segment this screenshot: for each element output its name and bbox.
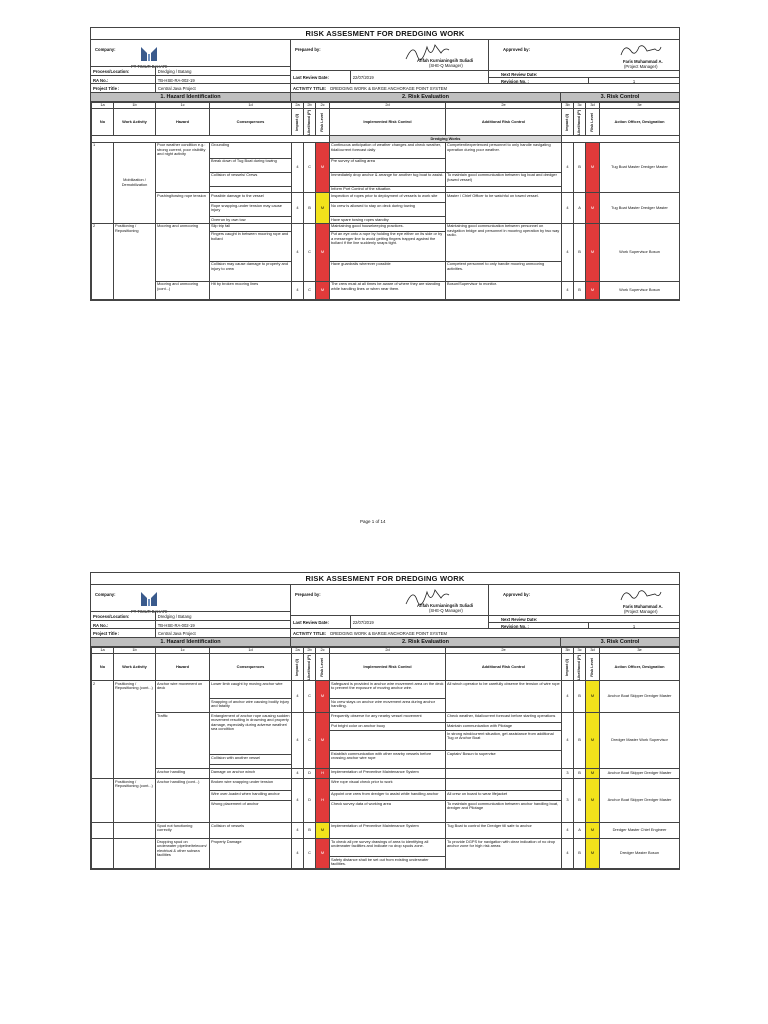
table-cell: 4 (562, 223, 574, 281)
table-row (92, 193, 680, 203)
table-row (92, 779, 680, 791)
table-cell: Anchor Boat Skipper Dredger Master (600, 769, 680, 779)
header-block: Company: PT TIMUR BAHARI Process/Location: Dredging / Batang RA No.: TB-HSE-RA-002-19 Prepared by: Afifah Kurnianingsih Suliadi (SHE-Q Manager) Last Review Date: 22/07/2019 Approved by: Faris Muhammad A. (Project Manager) Next Review Date: Revision No. : 1 (91, 585, 679, 629)
table-cell: Inform Port Control of the situation. (330, 186, 446, 192)
company-cell: Company: PT TIMUR BAHARI Process/Location: Dredging / Batang RA No.: TB-HSE-RA-002-19 (91, 40, 291, 83)
table-cell: C (304, 281, 316, 299)
table-cell (92, 839, 114, 869)
table-cell: 3 (562, 769, 574, 779)
document-title: RISK ASSESMENT FOR DREDGING WORK (91, 573, 679, 585)
table-cell: M (586, 823, 600, 839)
company-logo (139, 45, 159, 63)
table-row (92, 839, 680, 857)
table-cell: Likelihood (P) (304, 654, 316, 681)
table-cell: B (574, 779, 586, 823)
table-cell: 2b (304, 648, 316, 654)
table-cell: 3c (574, 103, 586, 109)
header-block (91, 40, 679, 84)
table-cell: Possible damage to the vessel (210, 193, 292, 203)
table-row (92, 713, 680, 723)
table-cell: Frequently observe for any nearby vessel movement (330, 713, 446, 723)
table-cell: Check survey data of working area (330, 801, 446, 823)
table-cell: Risk Level (316, 654, 330, 681)
table-cell: Put an eye onto a rope by holding the eye either on its side or by a messenger line to avoid getting fingers trapped against the bollard if the line suddenly snaps tight. (330, 231, 446, 261)
table-cell: 2 (92, 681, 114, 779)
company-logo (139, 590, 159, 608)
table-cell: H (316, 779, 330, 823)
table-cell: Mooring and unmooring (cont...) (156, 281, 210, 299)
table-cell: No (92, 109, 114, 136)
section-headers: 1. Hazard Identification 2. Risk Evaluation 3. Risk Control (91, 93, 679, 102)
table-cell: Damage on anchor winch (210, 769, 292, 779)
table-cell: M (316, 281, 330, 299)
table-cell: 4 (292, 223, 304, 281)
table-cell: C (304, 223, 316, 281)
table-cell: Risk Level (316, 109, 330, 136)
table-cell: Safety distance shall be set out from existing underwater facilities. (330, 857, 446, 869)
table-cell: Grounding (210, 142, 292, 158)
table-cell: Poor weather condition e.g.: strong current, poor visibility and night activity (156, 142, 210, 192)
table-cell: Likelihood (P) (574, 109, 586, 136)
table-cell: Have spare towing ropes standby (330, 217, 446, 223)
table-cell: 4 (562, 823, 574, 839)
table-cell: Action Officer, Designation (600, 654, 680, 681)
table-cell: Bosun/Supervisor to monitor. (446, 281, 562, 299)
table-cell: Hit by broken mooring lines (210, 281, 292, 299)
table-cell: Work Activity (114, 109, 156, 136)
table-cell: 4 (292, 769, 304, 779)
table-cell: Hazard (156, 109, 210, 136)
table-cell: Wrong placement of anchor (210, 801, 292, 823)
table-cell: Master / Chief Officer to be watchful on towed vessel. (446, 193, 562, 223)
table-cell: Likelihood (P) (304, 109, 316, 136)
table-cell: 2 (92, 223, 114, 299)
table-cell: Collision may cause damage to property and injury to crew (210, 261, 292, 281)
table-cell: M (316, 142, 330, 192)
table-cell: Slip trip fall (210, 223, 292, 231)
table-cell: M (586, 142, 600, 192)
table-cell: 1b (114, 648, 156, 654)
column-header-row (92, 109, 680, 136)
risk-table-page-2 (91, 647, 680, 869)
table-cell (446, 779, 562, 791)
table-cell: Mooring and unmooring (156, 223, 210, 281)
company-name: PT TIMUR BAHARI (131, 64, 168, 69)
table-cell: Additional Risk Control (446, 654, 562, 681)
table-cell: Hazard (156, 654, 210, 681)
table-cell: Consequences (210, 109, 292, 136)
table-cell: Dropping spud on underwater pipeline/telecom/ electrical & other subsea facilities (156, 839, 210, 869)
table-cell: B (574, 713, 586, 769)
table-cell (446, 769, 562, 779)
table-cell: C (304, 839, 316, 869)
risk-table-page-1 (91, 102, 680, 300)
table-cell: 2a (292, 648, 304, 654)
table-cell: H (316, 769, 330, 779)
table-row (92, 823, 680, 839)
table-cell: A (574, 193, 586, 223)
approved-cell: Approved by: Faris Muhammad A. (Project Manager) Next Review Date: Revision No. : 1 (489, 40, 679, 83)
table-cell: Safeguard is provided in anchor wire movement area on the deck to prevent the exposure of moving anchor wire. (330, 681, 446, 699)
table-cell (114, 839, 156, 869)
table-cell: Risk Level (586, 109, 600, 136)
table-cell: All crew on board to wear lifejacket (446, 791, 562, 801)
table-cell: Consequences (210, 654, 292, 681)
table-cell: 4 (292, 823, 304, 839)
table-cell: Fingers caught in between mooring rope and bollard (210, 231, 292, 261)
table-cell: 1a (92, 103, 114, 109)
table-cell: 2e (446, 648, 562, 654)
table-row (92, 681, 680, 699)
table-cell: Competent personnel to only handle mooring unmooring activities. (446, 261, 562, 281)
table-cell: Put bright color on anchor buoy (330, 723, 446, 731)
table-cell: M (586, 713, 600, 769)
table-cell: M (316, 839, 330, 869)
table-cell: Risk Level (586, 654, 600, 681)
table-cell: Implemented Risk Control (330, 654, 446, 681)
table-cell: Immediately drop anchor & arrange for another tug boat to assist. (330, 172, 446, 186)
table-cell: In strong wind/current situation, get assistance from additional Tug or Anchor Boat (446, 731, 562, 751)
table-cell: Lower limb caught by moving anchor wire (210, 681, 292, 699)
table-cell: Snapping of anchor wire causing bodily injury and fatality (210, 699, 292, 713)
table-cell: 4 (292, 281, 304, 299)
table-cell: 2a (292, 103, 304, 109)
table-cell: To check all pre survey drawings of area to identifying all underwater facilities and indicate no drop spuds zone. (330, 839, 446, 857)
table-cell: Implementation of Preventive Maintenance System (330, 769, 446, 779)
table-cell: Have guardrails wherever possible (330, 261, 446, 281)
document-page-2: RISK ASSESMENT FOR DREDGING WORK Company: PT TIMUR BAHARI Process/Location: Dredging / Batang RA No.: TB-HSE-RA-002-19 Prepared by: Afifah Kurnianingsih Suliadi (SHE-Q Manager) Last Review Date: 22/07/2019 Approved by: Faris Muhammad A. (Project Manager) Next Review Date: Revision No. : 1 Project Title : Central Java Project ACTIVITY TITLE: DREDGING WORK & BARGE ANCHORAGE POINT SYSTEM 1. Hazard Identification 2. Risk Evaluation 3. Risk Control 1a 1b 1c 1d 2a 2b 2c 2d 2e 3b 3c 3d 3e No Work Activity Hazard Consequences Impact (I) Likelihood (P) Risk Level Implemented Risk Control Additional Risk Control Impact (I) Likelihood (P) Risk Level Action Officer, Designation 2 Positioning / Repositioning (cont...) Anchor wire movement on deck Lower limb caught by moving anchor wire 4 C M Safeguard is provided in anchor wire movement area on the deck to prevent the exposure of moving anchor wire. All winch operator to be carefully observe the tension of wire rope 4 B M Anchor Boat Skipper Dredger Master Snapping of anchor wire causing bodily injury and fatality No crew stays on anchor wire movement area during anchor handling. Traffic Entanglement of anchor rope causing sudden movement resulting in drowning and property damage, especially during adverse weather/ sea condition 4 C M Frequently observe for any nearby vessel movement Check weather, tidal/current forecast before starting operations 4 B M Dredger Master Work Supervisor Put bright color on anchor buoy Maintain communication with Pilotage In strong wind/current situation, get assistance from additional Tug or Anchor Boat Establish communication with other nearby vessels before crossing anchor wire rope Captain/ Bosun to supervise Collision with another vessel Anchor handling Damage on anchor winch 4 D H Implementation of Preventive Maintenance System 3 B M Anchor Boat Skipper Dredger Master Positioning / Repositioning (cont...) Anchor handling (cont...) Broken wire snapping under tension 4 D H Wire rope visual check prior to work 3 B M Anchor Boat Skipper Dredger Master Wire over-loaded when handling anchor Appoint one crew from dredger to assist while handling anchor All crew on board to wear lifejacket Wrong placement of anchor Check survey data of working area To maintain good communication between anchor handling boat, dredger and Pilotage Spud not functioning correctly Collision of vessels 4 B M Implementation of Preventive Maintenance System Tug Boat to control the Dredger till safe to anchor 4 A M Dredger Master Chief Engineer Dropping spud on underwater pipeline/telecom/ electrical & other subsea facilities Property Damage 4 C M To check all pre survey drawings of area to identifying all underwater facilities and indicate no drop spuds zone. To provide DGPS for navigation with clear indication of no drop anchor zone for high risk areas 4 B M Dredger Master Bosun Safety distance shall be set out from existing underwater facilities. (90, 572, 680, 870)
table-cell: To maintain good communication between tug boat and dredger (towed vessel) (446, 172, 562, 186)
table-cell: B (574, 281, 586, 299)
table-cell: Impact (I) (292, 109, 304, 136)
table-cell: Dredger Master Work Supervisor (600, 713, 680, 769)
table-cell: M (586, 779, 600, 823)
table-cell: 4 (562, 142, 574, 192)
approver-signature (617, 41, 662, 61)
table-cell: 2e (446, 103, 562, 109)
table-cell: Positioning / Repositioning (cont...) (114, 779, 156, 823)
table-cell: Impact (I) (562, 109, 574, 136)
table-cell: B (304, 823, 316, 839)
table-cell: M (316, 193, 330, 223)
table-cell: Anchor handling (cont...) (156, 779, 210, 823)
table-cell: D (304, 779, 316, 823)
table-cell: Entanglement of anchor rope causing sudden movement resulting in drowning and property damage, especially during adverse weather/ sea condition (210, 713, 292, 755)
table-cell: B (574, 769, 586, 779)
table-cell: Tug Boat Master Dredger Master (600, 193, 680, 223)
table-cell: Tug Boat Master Dredger Master (600, 142, 680, 192)
table-cell: D (304, 769, 316, 779)
table-cell: 4 (292, 193, 304, 223)
table-cell: Spud not functioning correctly (156, 823, 210, 839)
table-cell: Captain/ Bosun to supervise (446, 751, 562, 769)
table-cell: 1b (114, 103, 156, 109)
table-cell: 3 (562, 779, 574, 823)
table-cell: B (574, 142, 586, 192)
table-cell: C (304, 142, 316, 192)
table-cell: Continuous anticipation of weather changes and check weather, tidal/current forecast daily (330, 142, 446, 158)
table-cell: A (574, 823, 586, 839)
table-cell: Action Officer, Designation (600, 109, 680, 136)
table-cell: Property Damage (210, 839, 292, 869)
prepared-cell: Prepared by: Afifah Kurnianingsih Suliadi (SHE-Q Manager) Last Review Date: 22/07/2019 (291, 40, 489, 83)
table-cell: Rope snapping-under tension may cause injury (210, 203, 292, 217)
table-cell: M (586, 193, 600, 223)
table-cell: 4 (292, 142, 304, 192)
table-cell: Anchor wire movement on deck (156, 681, 210, 713)
table-cell: To provide DGPS for navigation with clear indication of no drop anchor zone for high risk areas (446, 839, 562, 869)
table-cell: M (316, 713, 330, 769)
table-cell: Likelihood (P) (574, 654, 586, 681)
table-cell: M (586, 839, 600, 869)
table-cell: Collision of vessels/ Crews (210, 172, 292, 186)
table-cell: Establish communication with other nearby vessels before crossing anchor wire rope (330, 751, 446, 769)
table-cell: Positioning / Repositioning (114, 223, 156, 299)
table-cell: M (316, 823, 330, 839)
table-cell: 4 (292, 839, 304, 869)
table-cell: Wire over-loaded when handling anchor (210, 791, 292, 801)
table-cell: 2b (304, 103, 316, 109)
table-cell: 1c (156, 648, 210, 654)
table-cell: Collision with another vessel (210, 755, 292, 765)
table-cell: 4 (562, 713, 574, 769)
table-cell: 4 (292, 681, 304, 713)
table-cell: B (304, 193, 316, 223)
table-cell: 3b (562, 648, 574, 654)
table-cell: Dredging Works (330, 136, 562, 142)
table-cell: 3c (574, 648, 586, 654)
table-cell: Collision of vessels (210, 823, 292, 839)
table-cell: All winch operator to be carefully observe the tension of wire rope (446, 681, 562, 713)
table-cell: Maintaining good communication between personnel on navigation bridge and personnel in mooring operation by two way radio. (446, 223, 562, 261)
table-cell: Anchor handling (156, 769, 210, 779)
approver-signature (617, 586, 662, 606)
table-cell: 4 (292, 713, 304, 769)
table-cell: M (586, 681, 600, 713)
table-cell: Positioning / Repositioning (cont...) (114, 681, 156, 779)
table-cell: Pre survey of sailing area (330, 158, 446, 172)
table-cell: 2c (316, 648, 330, 654)
table-cell: 4 (562, 681, 574, 713)
table-cell: 1 (92, 142, 114, 223)
table-cell: M (316, 681, 330, 713)
table-cell: Work Supervisor Bosun (600, 281, 680, 299)
table-cell: Impact (I) (562, 654, 574, 681)
table-cell: The crew must at all times be aware of where they are standing while handling lines or when near them. (330, 281, 446, 299)
table-cell: 3e (600, 648, 680, 654)
table-cell: 2d (330, 648, 446, 654)
table-cell (92, 779, 114, 823)
table-cell (114, 823, 156, 839)
table-cell: 3b (562, 103, 574, 109)
table-cell: 1d (210, 103, 292, 109)
table-cell: 4 (292, 779, 304, 823)
table-cell: Maintaining good housekeeping practices. (330, 223, 446, 231)
table-cell: 3d (586, 648, 600, 654)
table-cell: C (304, 713, 316, 769)
table-row (92, 142, 680, 158)
table-cell: Traffic (156, 713, 210, 769)
table-cell: 2d (330, 103, 446, 109)
table-cell: M (586, 223, 600, 281)
table-cell: 2c (316, 103, 330, 109)
page-number: Page 1 of 14 (360, 519, 386, 524)
table-cell: Competent/experienced personnel to only handle navigating operation during poor weather. (446, 142, 562, 172)
table-cell: 1a (92, 648, 114, 654)
table-cell: Maintain communication with Pilotage (446, 723, 562, 731)
table-cell: Impact (I) (292, 654, 304, 681)
table-cell: C (304, 681, 316, 713)
table-cell: M (586, 769, 600, 779)
table-cell: Break down of Tug Boat during towing (210, 158, 292, 172)
table-cell: B (574, 681, 586, 713)
table-cell: 3d (586, 103, 600, 109)
table-row (92, 769, 680, 779)
project-row: Project Title : Central Java Project ACTIVITY TITLE: DREDGING WORK & BARGE ANCHORAGE POINT SYSTEM (91, 84, 679, 93)
table-cell: Appoint one crew from dredger to assist while handling anchor (330, 791, 446, 801)
table-cell: Inspection of ropes prior to deployment of vessels to work site (330, 193, 446, 203)
table-cell: Pushing/towing rope tension (156, 193, 210, 223)
table-cell: M (586, 281, 600, 299)
table-cell: Implementation of Preventive Maintenance System (330, 823, 446, 839)
table-cell (330, 731, 446, 751)
table-cell: Anchor Boat Skipper Dredger Master (600, 681, 680, 713)
document-page-1 (90, 27, 680, 301)
table-cell: Work Activity (114, 654, 156, 681)
table-cell: Overrun by own tow (210, 217, 292, 223)
table-cell: 4 (562, 281, 574, 299)
table-row (92, 281, 680, 299)
table-cell: 4 (562, 839, 574, 869)
table-cell (92, 823, 114, 839)
document-title: RISK ASSESMENT FOR DREDGING WORK (91, 28, 679, 40)
table-cell: No crew stays on anchor wire movement area during anchor handling. (330, 699, 446, 713)
table-cell: Mobilization / Demobilization (114, 142, 156, 223)
table-cell: 3e (600, 103, 680, 109)
table-cell: M (316, 223, 330, 281)
table-cell: Check weather, tidal/current forecast before starting operations (446, 713, 562, 723)
table-cell: B (574, 839, 586, 869)
table-cell: Additional Risk Control (446, 109, 562, 136)
table-cell: Broken wire snapping under tension (210, 779, 292, 791)
table-cell: Dredger Master Bosun (600, 839, 680, 869)
table-cell: Work Supervisor Bosun (600, 223, 680, 281)
table-cell: Dredger Master Chief Engineer (600, 823, 680, 839)
table-cell: No crew is allowed to stay on deck during towing (330, 203, 446, 217)
table-cell: Anchor Boat Skipper Dredger Master (600, 779, 680, 823)
table-cell: Implemented Risk Control (330, 109, 446, 136)
table-cell: 1d (210, 648, 292, 654)
table-row (92, 223, 680, 231)
table-cell: 1c (156, 103, 210, 109)
table-cell: 4 (562, 193, 574, 223)
table-cell: No (92, 654, 114, 681)
table-cell: To maintain good communication between anchor handling boat, dredger and Pilotage (446, 801, 562, 823)
table-cell: Wire rope visual check prior to work (330, 779, 446, 791)
table-cell: B (574, 223, 586, 281)
table-cell: Tug Boat to control the Dredger till safe to anchor (446, 823, 562, 839)
